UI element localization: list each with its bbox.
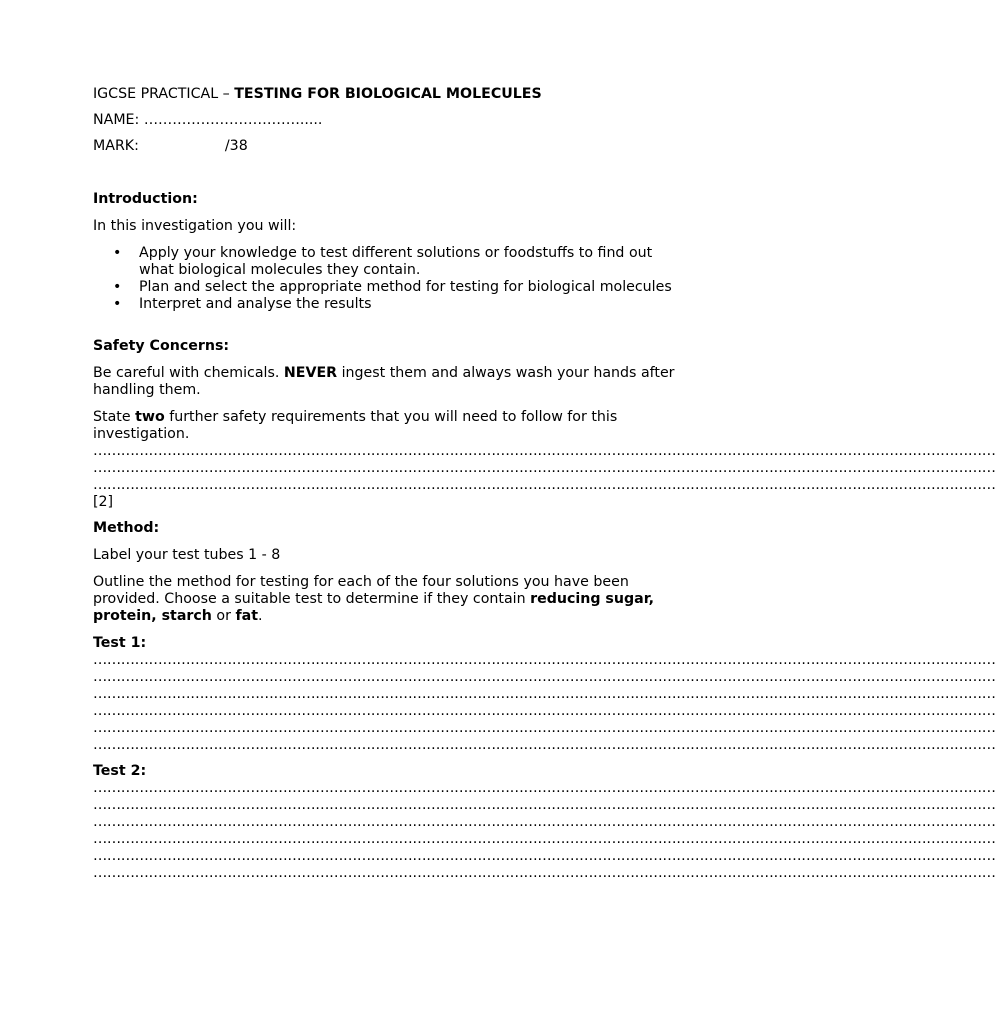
answer-line[interactable]: …………………………………………………………………………………………………………………………………………………………………………… — [93, 737, 996, 753]
list-item-text: Apply your knowledge to test different solutions or foodstuffs to find out what biological molecules they contain. — [139, 245, 653, 278]
answer-line[interactable]: …………………………………………………………………………………………………………………………………………………………………………… — [93, 797, 996, 813]
safety-paragraph-2 — [93, 409, 683, 443]
list-item — [93, 245, 683, 279]
answer-line[interactable]: …………………………………………………………………………………………………………………………………………………………………………… — [93, 848, 996, 864]
mark-label: MARK: — [93, 138, 139, 154]
test-1-heading: Test 1: — [93, 635, 147, 651]
answer-line[interactable]: …………………………………………………………………………………………………………………………………………………………………………… — [93, 477, 996, 493]
answer-line[interactable]: …………………………………………………………………………………………………………………………………………………………………………… — [93, 720, 996, 736]
list-item-text: Interpret and analyse the results — [139, 296, 372, 312]
safety-heading: Safety Concerns: — [93, 338, 230, 354]
test-2-heading: Test 2: — [93, 763, 147, 779]
method-text: or — [211, 608, 236, 624]
answer-line[interactable]: …………………………………………………………………………………………………………………………………………………………………………… — [93, 669, 996, 685]
answer-line[interactable]: …………………………………………………………………………………………………………………………………………………………………………… — [93, 703, 996, 719]
mark-line — [93, 138, 683, 155]
safety-paragraph-1 — [93, 365, 683, 399]
introduction-heading: Introduction: — [93, 191, 198, 207]
bullet-icon: • — [113, 296, 122, 312]
method-emphasis: fat — [235, 608, 258, 624]
method-text: . — [257, 608, 263, 624]
worksheet-content — [93, 86, 996, 891]
name-blank[interactable]: ……………………………..... — [143, 112, 323, 128]
bullet-icon: • — [113, 279, 122, 295]
safety-text: Be careful with chemicals. — [93, 365, 284, 381]
list-item-text: Plan and select the appropriate method for testing for biological molecules — [139, 279, 672, 295]
marks-indicator: [2] — [93, 494, 114, 510]
test-2-section — [93, 763, 996, 882]
method-heading: Method: — [93, 520, 160, 536]
safety-emphasis: NEVER — [283, 365, 338, 381]
answer-line[interactable]: …………………………………………………………………………………………………………………………………………………………………………… — [93, 780, 996, 796]
mark-value: /38 — [224, 138, 248, 154]
method-emphasis: reducing sugar, protein, starch — [93, 591, 655, 624]
bullet-icon: • — [113, 245, 122, 261]
name-line — [93, 112, 683, 129]
title-prefix: IGCSE PRACTICAL – — [93, 86, 235, 102]
answer-line[interactable]: …………………………………………………………………………………………………………………………………………………………………………… — [93, 443, 996, 459]
introduction-lead: In this investigation you will: — [93, 218, 297, 234]
objectives-list — [93, 245, 683, 313]
answer-line[interactable]: …………………………………………………………………………………………………………………………………………………………………………… — [93, 652, 996, 668]
answer-line[interactable]: …………………………………………………………………………………………………………………………………………………………………………… — [93, 831, 996, 847]
safety-emphasis: two — [135, 409, 165, 425]
method-label-instruction: Label your test tubes 1 - 8 — [93, 547, 281, 563]
answer-line[interactable]: …………………………………………………………………………………………………………………………………………………………………………… — [93, 814, 996, 830]
name-label: NAME: — [93, 112, 144, 128]
title-bold: TESTING FOR BIOLOGICAL MOLECULES — [234, 86, 542, 102]
document-title — [93, 86, 683, 103]
answer-line[interactable]: …………………………………………………………………………………………………………………………………………………………………………… — [93, 460, 996, 476]
test-1-section — [93, 635, 996, 754]
method-text: Outline the method for testing for each of the four solutions you have been provided. Choose a suitable test to determine if they contain — [93, 574, 629, 607]
safety-text: State — [93, 409, 136, 425]
safety-text: further safety requirements that you will need to follow for this investigation. — [93, 409, 618, 442]
answer-line[interactable]: …………………………………………………………………………………………………………………………………………………………………………… — [93, 865, 996, 881]
method-outline — [93, 574, 683, 625]
answer-line[interactable]: …………………………………………………………………………………………………………………………………………………………………………… — [93, 686, 996, 702]
list-item — [93, 279, 683, 296]
safety-text: ingest them and always wash your hands after handling them. — [93, 365, 675, 398]
list-item — [93, 296, 683, 313]
